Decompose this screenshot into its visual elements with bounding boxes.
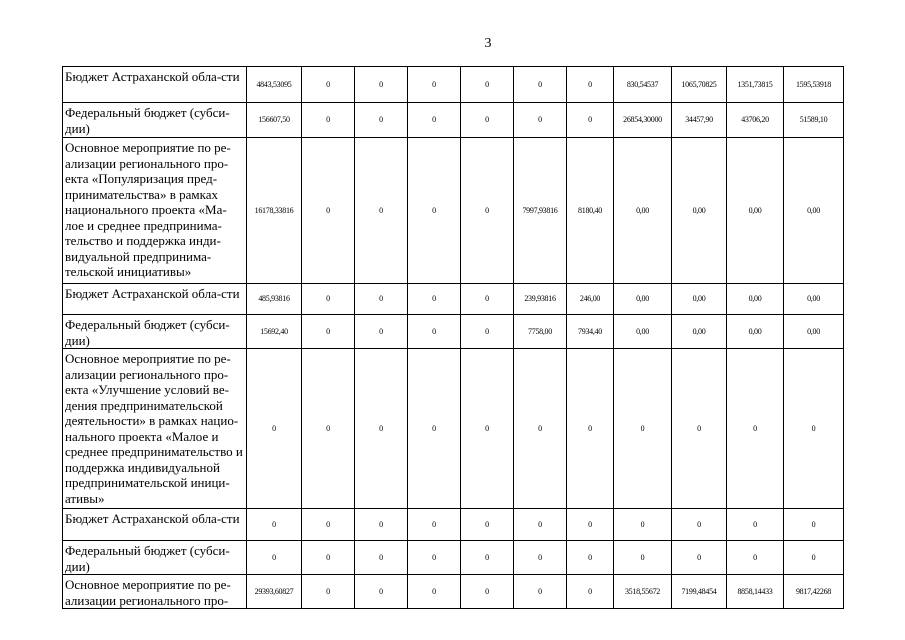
table-cell: 0 bbox=[355, 284, 408, 315]
row-label: Бюджет Астраханской обла-сти bbox=[63, 284, 247, 315]
table-cell: 0 bbox=[302, 315, 355, 349]
table-cell: 0 bbox=[514, 349, 567, 509]
table-cell: 1065,70825 bbox=[672, 67, 727, 103]
table-cell: 0 bbox=[355, 67, 408, 103]
table-cell: 0 bbox=[247, 509, 302, 541]
table-cell: 8180,40 bbox=[567, 138, 614, 284]
table-cell: 0 bbox=[461, 315, 514, 349]
table-cell: 7758,00 bbox=[514, 315, 567, 349]
table-cell: 0 bbox=[514, 103, 567, 138]
table-cell: 0,00 bbox=[672, 315, 727, 349]
table-cell: 0 bbox=[614, 541, 672, 575]
table-cell: 485,93816 bbox=[247, 284, 302, 315]
table-cell: 0 bbox=[514, 509, 567, 541]
table-cell: 4843,53095 bbox=[247, 67, 302, 103]
table-cell: 0 bbox=[614, 349, 672, 509]
row-label: Бюджет Астраханской обла-сти bbox=[63, 67, 247, 103]
table-cell: 0 bbox=[355, 349, 408, 509]
table-cell: 0 bbox=[302, 138, 355, 284]
table-cell: 0 bbox=[247, 541, 302, 575]
table-cell: 0 bbox=[302, 575, 355, 609]
table-cell: 0 bbox=[461, 67, 514, 103]
table-cell: 0 bbox=[567, 67, 614, 103]
table-cell: 34457,90 bbox=[672, 103, 727, 138]
table-cell: 43706,20 bbox=[727, 103, 784, 138]
row-label: Основное мероприятие по ре-ализации регионального про- bbox=[63, 575, 247, 609]
table-cell: 0,00 bbox=[614, 315, 672, 349]
table-cell: 0,00 bbox=[784, 315, 844, 349]
table-row bbox=[63, 541, 844, 575]
table-cell: 8858,14433 bbox=[727, 575, 784, 609]
table-cell: 26854,30000 bbox=[614, 103, 672, 138]
table-cell: 239,93816 bbox=[514, 284, 567, 315]
table-cell: 0 bbox=[408, 138, 461, 284]
table-cell: 0 bbox=[408, 103, 461, 138]
table-cell: 3518,55672 bbox=[614, 575, 672, 609]
table-row bbox=[63, 67, 844, 103]
table-cell: 0 bbox=[408, 541, 461, 575]
table-cell: 0 bbox=[672, 349, 727, 509]
table-cell: 0 bbox=[302, 284, 355, 315]
table-cell: 0 bbox=[727, 349, 784, 509]
table-cell: 0 bbox=[355, 541, 408, 575]
table-cell: 156607,50 bbox=[247, 103, 302, 138]
table-cell: 0 bbox=[408, 315, 461, 349]
table-cell: 7934,40 bbox=[567, 315, 614, 349]
table-cell: 7997,93816 bbox=[514, 138, 567, 284]
table-cell: 0 bbox=[567, 349, 614, 509]
table-cell: 0 bbox=[355, 575, 408, 609]
table-cell: 0 bbox=[408, 67, 461, 103]
row-label: Основное мероприятие по ре-ализации регионального про-екта «Улучшение условий ве-дения предпринимательской деятельности» в рамках нацио-нального проекта «Малое и среднее предпринимательство и поддержка индивидуальной предпринимательской иници-ативы» bbox=[63, 349, 247, 509]
table-cell: 0 bbox=[567, 509, 614, 541]
table-cell: 0 bbox=[355, 103, 408, 138]
table-cell: 16178,33816 bbox=[247, 138, 302, 284]
table-cell: 0,00 bbox=[614, 284, 672, 315]
table-cell: 0 bbox=[514, 67, 567, 103]
table-cell: 0 bbox=[408, 284, 461, 315]
table-cell: 1595,53918 bbox=[784, 67, 844, 103]
table-cell: 0 bbox=[514, 541, 567, 575]
table-cell: 0 bbox=[355, 138, 408, 284]
table-cell: 0 bbox=[302, 349, 355, 509]
table-row bbox=[63, 103, 844, 138]
table-cell: 0,00 bbox=[727, 315, 784, 349]
table-cell: 0 bbox=[784, 509, 844, 541]
row-label: Бюджет Астраханской обла-сти bbox=[63, 509, 247, 541]
table-cell: 0 bbox=[727, 509, 784, 541]
table-cell: 0 bbox=[614, 509, 672, 541]
table-cell: 0 bbox=[567, 575, 614, 609]
row-label: Федеральный бюджет (субси-дии) bbox=[63, 103, 247, 138]
table-cell: 7199,48454 bbox=[672, 575, 727, 609]
table-cell: 0 bbox=[461, 284, 514, 315]
table-cell: 0 bbox=[672, 541, 727, 575]
table-cell: 0 bbox=[567, 103, 614, 138]
table-cell: 0 bbox=[672, 509, 727, 541]
table-cell: 0 bbox=[514, 575, 567, 609]
table-cell: 0 bbox=[302, 541, 355, 575]
table-cell: 9817,42268 bbox=[784, 575, 844, 609]
table-cell: 0 bbox=[408, 509, 461, 541]
row-label: Федеральный бюджет (субси-дии) bbox=[63, 315, 247, 349]
table-cell: 0 bbox=[355, 315, 408, 349]
table-row bbox=[63, 349, 844, 509]
table-cell: 0 bbox=[408, 575, 461, 609]
table-cell: 29393,60827 bbox=[247, 575, 302, 609]
table-cell: 0 bbox=[408, 349, 461, 509]
table-cell: 0 bbox=[461, 138, 514, 284]
table-cell: 0 bbox=[302, 509, 355, 541]
table-cell: 0 bbox=[567, 541, 614, 575]
table-cell: 0,00 bbox=[672, 284, 727, 315]
table-cell: 0 bbox=[461, 103, 514, 138]
row-label: Основное мероприятие по ре-ализации регионального про-екта «Популяризация пред-принимательства» в рамках национального проекта «Ма-лое и среднее предпринима-тельство и поддержка инди-видуальной предпринима-тельской инициативы» bbox=[63, 138, 247, 284]
row-label: Федеральный бюджет (субси-дии) bbox=[63, 541, 247, 575]
table-cell: 0,00 bbox=[727, 138, 784, 284]
table-cell: 15692,40 bbox=[247, 315, 302, 349]
table-cell: 0 bbox=[461, 541, 514, 575]
page-number: 3 bbox=[484, 36, 492, 51]
table-row bbox=[63, 575, 844, 609]
table-row bbox=[63, 315, 844, 349]
table-cell: 0 bbox=[461, 575, 514, 609]
table-cell: 0,00 bbox=[614, 138, 672, 284]
table-cell: 830,54537 bbox=[614, 67, 672, 103]
table-cell: 0,00 bbox=[672, 138, 727, 284]
table-cell: 0,00 bbox=[784, 284, 844, 315]
table-row bbox=[63, 509, 844, 541]
table-cell: 0,00 bbox=[784, 138, 844, 284]
table-cell: 0 bbox=[461, 509, 514, 541]
table-cell: 246,00 bbox=[567, 284, 614, 315]
table-cell: 0 bbox=[784, 349, 844, 509]
table-row bbox=[63, 284, 844, 315]
table-cell: 0 bbox=[355, 509, 408, 541]
table-cell: 0 bbox=[727, 541, 784, 575]
table-row bbox=[63, 138, 844, 284]
table-cell: 0 bbox=[247, 349, 302, 509]
table-cell: 0 bbox=[302, 67, 355, 103]
table-cell: 51589,10 bbox=[784, 103, 844, 138]
table-cell: 1351,73815 bbox=[727, 67, 784, 103]
table-cell: 0 bbox=[302, 103, 355, 138]
table-cell: 0,00 bbox=[727, 284, 784, 315]
table-cell: 0 bbox=[461, 349, 514, 509]
table-cell: 0 bbox=[784, 541, 844, 575]
budget-table bbox=[62, 66, 844, 609]
